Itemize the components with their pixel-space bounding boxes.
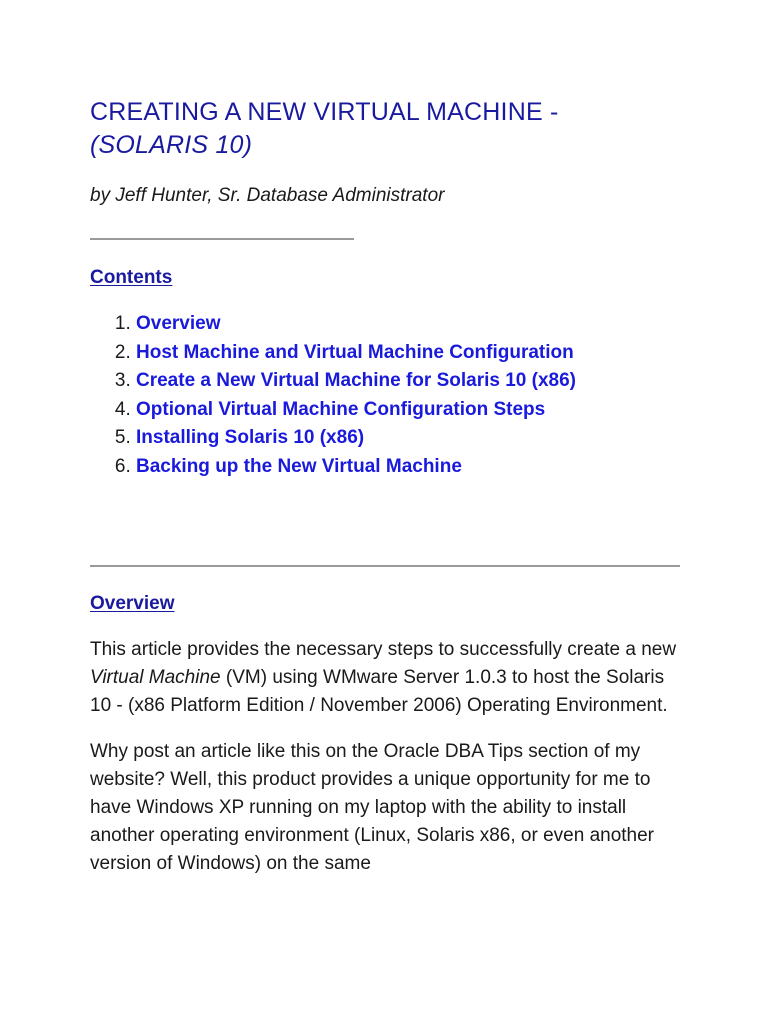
overview-paragraph-2: Why post an article like this on the Oracle DBA Tips section of my website? Well, this product provides a unique opportunity for me to have Windows XP running on my laptop with the ability to install another operating environment (Linux, Solaris x86, or even another version of Windows) on the same	[90, 741, 655, 874]
divider-long	[90, 565, 680, 567]
toc-item-overview	[136, 310, 682, 339]
toc-link-optional-steps[interactable]: Optional Virtual Machine Configuration Steps	[136, 398, 546, 420]
overview-heading-container	[90, 592, 682, 616]
toc-item-installing-solaris	[136, 424, 682, 453]
contents-heading-link[interactable]: Contents	[90, 267, 173, 288]
document-title	[90, 96, 682, 162]
divider-short	[90, 238, 354, 240]
title-line-main: CREATING A NEW VIRTUAL MACHINE -	[90, 98, 559, 126]
contents-heading-container	[90, 266, 682, 290]
overview-p1-text-before: This article provides the necessary steps to successfully create a new	[90, 639, 677, 660]
toc-item-optional-steps	[136, 396, 682, 425]
author-byline: by Jeff Hunter, Sr. Database Administrator	[90, 185, 445, 206]
toc-link-host-configuration[interactable]: Host Machine and Virtual Machine Configuration	[136, 341, 574, 363]
overview-p1-text-after: (VM) using WMware Server 1.0.3 to host the Solaris 10 - (x86 Platform Edition / November 2006) Operating Environment.	[90, 667, 668, 716]
toc-link-backing-up[interactable]: Backing up the New Virtual Machine	[136, 455, 462, 477]
overview-heading-link[interactable]: Overview	[90, 593, 175, 614]
title-line-sub: (SOLARIS 10)	[90, 131, 253, 159]
toc-link-create-vm[interactable]: Create a New Virtual Machine for Solaris 10 (x86)	[136, 370, 576, 391]
toc-link-overview[interactable]: Overview	[136, 313, 221, 334]
overview-p1-emphasis: Virtual Machine	[90, 667, 221, 688]
toc-item-backing-up	[136, 453, 682, 482]
toc-item-host-configuration	[136, 339, 682, 368]
toc-link-installing-solaris[interactable]: Installing Solaris 10 (x86)	[136, 427, 365, 448]
toc-item-create-vm	[136, 367, 682, 396]
table-of-contents	[90, 310, 682, 481]
overview-paragraph-1	[90, 636, 682, 720]
